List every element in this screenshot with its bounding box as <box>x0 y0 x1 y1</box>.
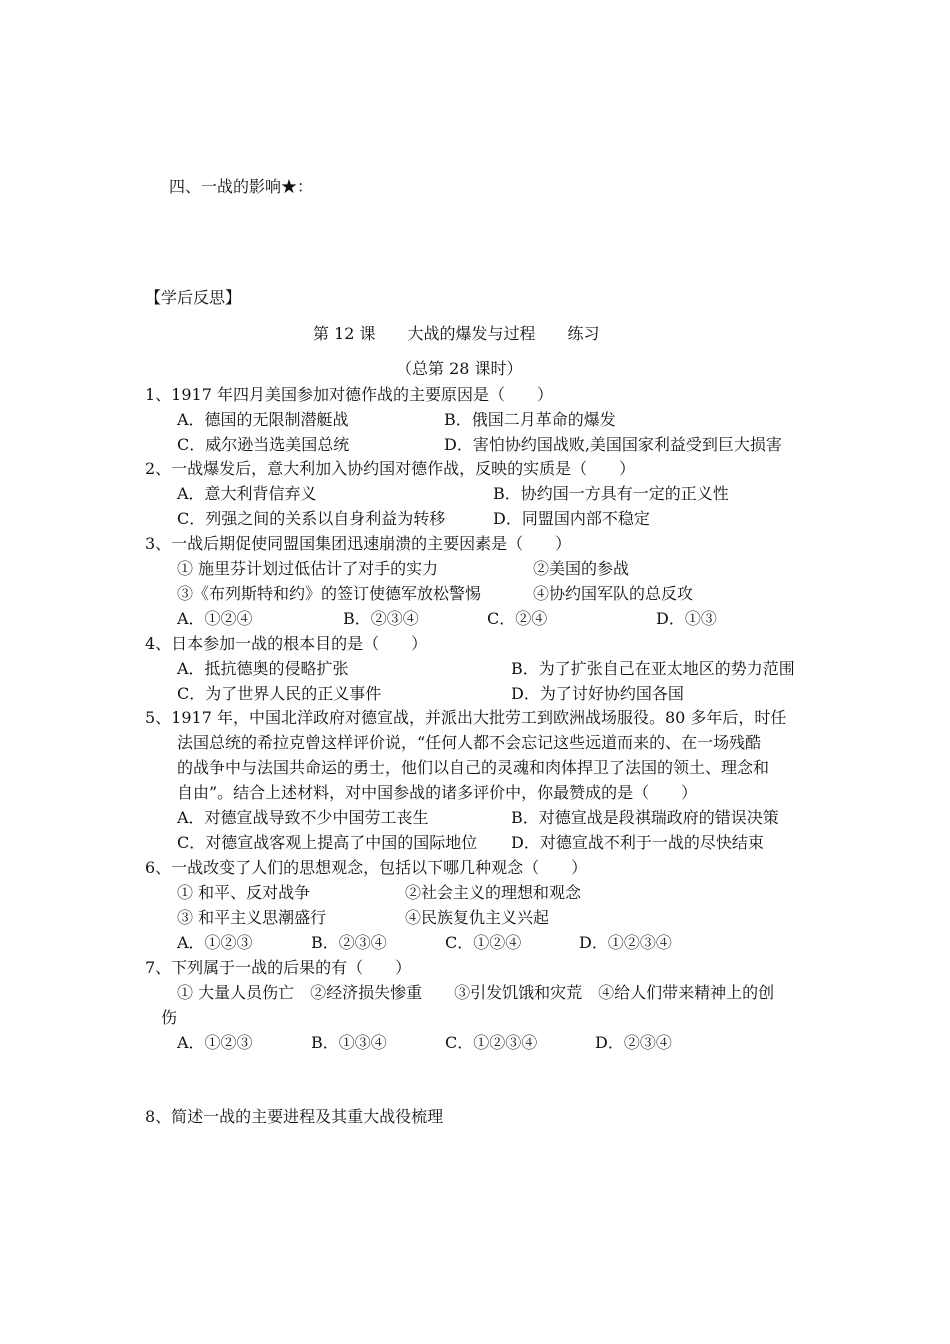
question-5-line-4: 自由”。结合上述材料，对中国参战的诸多评价中，你最赞成的是（ ） <box>177 783 698 802</box>
question-1-stem: 1、1917 年四月美国参加对德作战的主要原因是（ ） <box>145 385 553 404</box>
question-7-statements-line-1: ① 大量人员伤亡 ②经济损失惨重 ③引发饥饿和灾荒 ④给人们带来精神上的创 <box>177 983 775 1002</box>
question-6-option-c: C．①②④ <box>445 933 522 952</box>
question-4-option-d: D．为了讨好协约国各国 <box>511 684 684 703</box>
question-2-stem: 2、一战爆发后，意大利加入协约国对德作战，反映的实质是（ ） <box>145 459 636 478</box>
question-3-option-b: B．②③④ <box>343 609 419 628</box>
question-7-statements-line-2: 伤 <box>161 1008 178 1027</box>
question-5-option-c: C．对德宣战客观上提高了中国的国际地位 <box>177 833 478 852</box>
question-4-option-b: B．为了扩张自己在亚太地区的势力范围 <box>511 659 795 678</box>
question-5-option-b: B．对德宣战是段祺瑞政府的错误决策 <box>511 808 779 827</box>
question-2-option-a: A．意大利背信弃义 <box>177 484 317 503</box>
question-6-statement-1: ① 和平、反对战争 <box>177 883 311 902</box>
question-1-option-c: C．威尔逊当选美国总统 <box>177 435 350 454</box>
question-6-statement-4: ④民族复仇主义兴起 <box>405 908 550 927</box>
question-3-statement-1: ① 施里芬计划过低估计了对手的实力 <box>177 559 439 578</box>
question-6-option-b: B．②③④ <box>311 933 387 952</box>
page-subtitle: （总第 28 课时） <box>396 359 523 378</box>
question-2-option-c: C．列强之间的关系以自身利益为转移 <box>177 509 446 528</box>
question-3-statement-4: ④协约国军队的总反攻 <box>533 584 694 603</box>
question-1-option-b: B．俄国二月革命的爆发 <box>444 410 616 429</box>
question-5-line-1: 5、1917 年，中国北洋政府对德宣战，并派出大批劳工到欧洲战场服役。80 多年后，时任 <box>145 708 787 727</box>
question-3-option-d: D．①③ <box>656 609 717 628</box>
question-1-option-d: D．害怕协约国战败,美国国家利益受到巨大损害 <box>444 435 782 454</box>
question-4-option-c: C．为了世界人民的正义事件 <box>177 684 382 703</box>
question-2-option-b: B．协约国一方具有一定的正义性 <box>493 484 729 503</box>
question-7-option-d: D．②③④ <box>595 1033 672 1052</box>
question-7-option-a: A．①②③ <box>177 1033 253 1052</box>
question-3-option-c: C．②④ <box>487 609 548 628</box>
question-6-statement-3: ③ 和平主义思潮盛行 <box>177 908 327 927</box>
question-2-option-d: D．同盟国内部不稳定 <box>493 509 650 528</box>
question-5-option-d: D．对德宣战不利于一战的尽快结束 <box>511 833 764 852</box>
question-7-option-c: C．①②③④ <box>445 1033 538 1052</box>
question-6-statement-2: ②社会主义的理想和观念 <box>405 883 582 902</box>
question-5-line-2: 法国总统的希拉克曾这样评价说，“任何人都不会忘记这些远道而来的、在一场残酷 <box>177 733 762 752</box>
question-6-option-d: D．①②③④ <box>579 933 672 952</box>
question-8-stem: 8、简述一战的主要进程及其重大战役梳理 <box>145 1107 444 1126</box>
question-5-option-a: A．对德宣战导致不少中国劳工丧生 <box>177 808 429 827</box>
question-6-stem: 6、一战改变了人们的思想观念，包括以下哪几种观念（ ） <box>145 858 588 877</box>
question-4-stem: 4、日本参加一战的根本目的是（ ） <box>145 634 428 653</box>
question-3-stem: 3、一战后期促使同盟国集团迅速崩溃的主要因素是（ ） <box>145 534 572 553</box>
question-1-option-a: A．德国的无限制潜艇战 <box>177 410 349 429</box>
question-5-line-3: 的战争中与法国共命运的勇士，他们以自己的灵魂和肉体捍卫了法国的领土、理念和 <box>177 758 770 777</box>
question-6-option-a: A．①②③ <box>177 933 253 952</box>
question-7-stem: 7、下列属于一战的后果的有（ ） <box>145 958 412 977</box>
question-7-option-b: B．①③④ <box>311 1033 387 1052</box>
question-3-statement-3: ③《布列斯特和约》的签订使德军放松警惕 <box>177 584 482 603</box>
question-3-statement-2: ②美国的参战 <box>533 559 630 578</box>
question-4-option-a: A．抵抗德奥的侵略扩张 <box>177 659 349 678</box>
page-title: 第 12 课 大战的爆发与过程 练习 <box>313 324 600 343</box>
reflection-heading: 【学后反思】 <box>145 288 242 307</box>
section-heading: 四、一战的影响★： <box>169 177 314 196</box>
question-3-option-a: A．①②④ <box>177 609 253 628</box>
